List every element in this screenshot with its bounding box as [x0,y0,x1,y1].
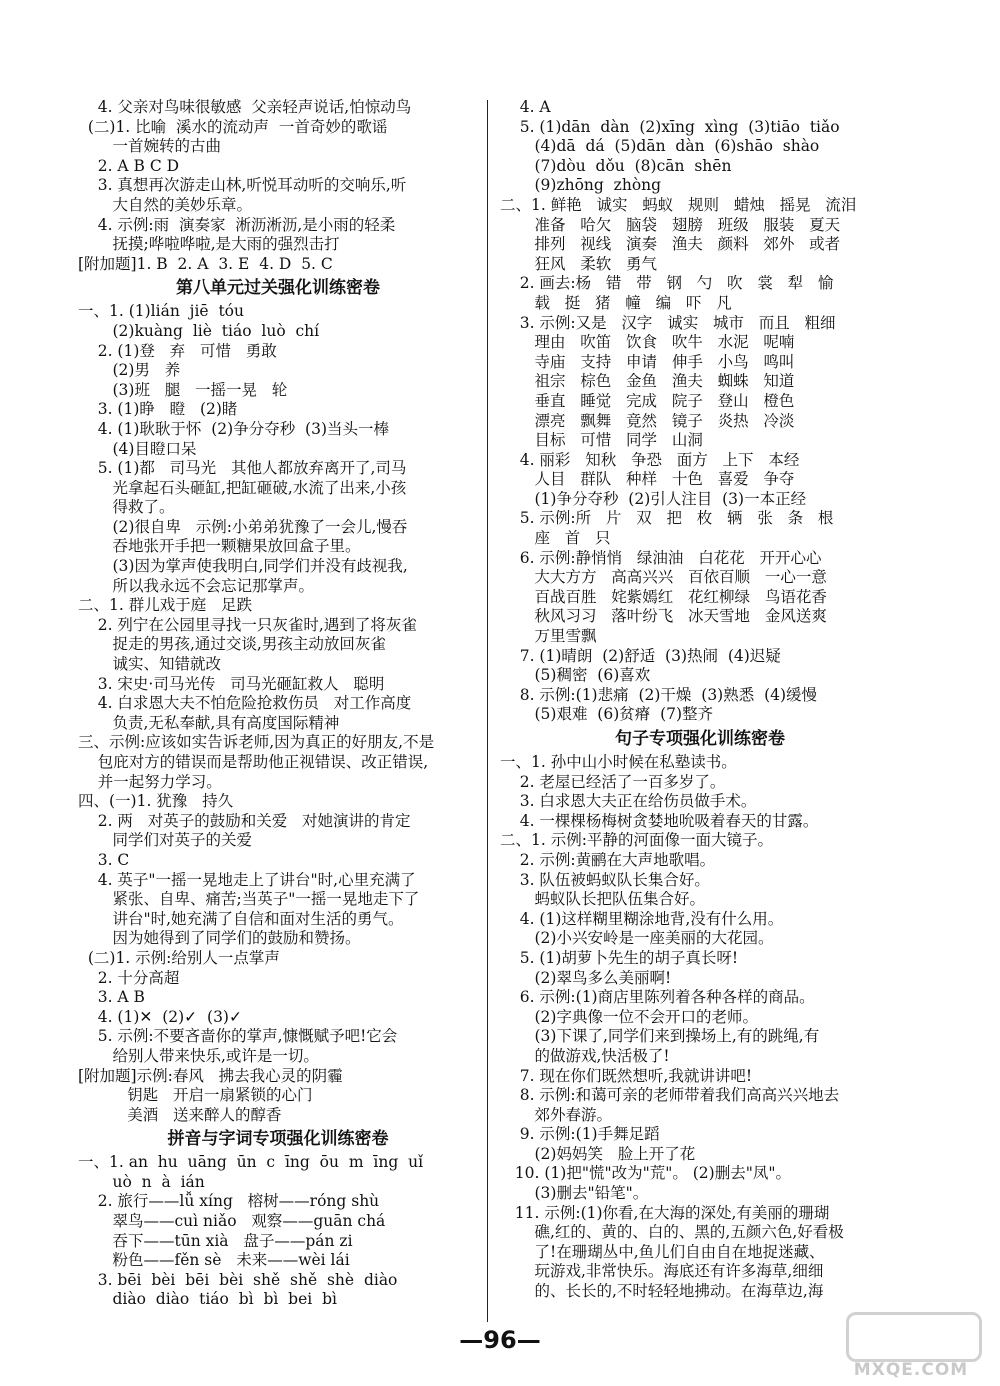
answer-line: (1)争分夺秒 (2)引人注目 (3)一本正经 [500,489,807,508]
answer-line: (2)字典像一位不会开口的老师。 [500,1007,758,1026]
answer-line: 二、1. 鲜艳 诚实 蚂蚁 规则 蜡烛 摇晃 流泪 [500,195,857,214]
answer-line: 6. 示例:静悄悄 绿油油 白花花 开开心心 [500,548,822,567]
answer-line: 3. 示例:又是 汉字 诚实 城市 而且 粗细 [500,313,836,332]
answer-line: 大大方方 高高兴兴 百依百顺 一心一意 [500,568,827,587]
answer-line: 理由 吹笛 饮食 吹牛 水泥 呢喃 [500,333,795,352]
answer-line: 给别人带来快乐,或许是一切。 [78,1046,319,1065]
answer-line: 礁,红的、黄的、白的、黑的,五颜六色,好看极 [500,1223,844,1242]
section-heading: 拼音与字词专项强化训练密卷 [167,1129,389,1150]
answer-line: 翠鸟——cuì niǎo 观察——guān chá [78,1212,386,1231]
answer-line: (3)删去"铅笔"。 [500,1184,649,1203]
answer-line: 百战百胜 姹紫嫣红 花红柳绿 鸟语花香 [500,587,827,606]
answer-line: 紧张、自卑、痛苦;当英子"一摇一晃地走下了 [78,890,420,909]
answer-line: 狂风 柔软 勇气 [500,254,658,273]
answer-line: 2. 两 对英子的鼓励和关爱 对她演讲的肯定 [78,811,411,830]
answer-line: 3. 队伍被蚂蚁队长集合好。 [500,870,710,889]
answer-line: 美酒 送来醉人的醇香 [78,1105,282,1124]
answer-line: 祖宗 棕色 金鱼 渔夫 蜘蛛 知道 [500,372,795,391]
answer-line: 5. (1)都 司马光 其他人都放弃离开了,司马 [78,459,407,478]
answer-line: 4. 白求恩大夫不怕危险抢救伤员 对工作高度 [78,694,412,713]
answer-line: (5)艰难 (6)贫瘠 (7)整齐 [500,705,714,724]
answer-line: 寺庙 支持 申请 伸手 小鸟 鸣叫 [500,352,795,371]
answer-line: (2)男 养 [78,361,181,380]
answer-line: 的、长长的,不时轻轻地拂动。在海草边,海 [500,1282,824,1301]
answer-line: 同学们对英子的关爱 [78,831,252,850]
answer-line: 4. 示例:雨 演奏家 淅沥淅沥,是小雨的轻柔 [78,215,396,234]
answer-line: 5. 示例:所 片 双 把 枚 辆 张 条 根 [500,509,834,528]
answer-line: 4. 父亲对鸟味很敏感 父亲轻声说话,怕惊动鸟 [78,98,412,116]
answer-line: 3. (1)睁 瞪 (2)睹 [78,400,238,419]
answer-line: 秋风习习 落叶纷飞 冰天雪地 金风送爽 [500,607,827,626]
section-heading: 第八单元过关强化训练密卷 [176,278,380,299]
answer-line: 抚摸;哗啦哗啦,是大雨的强烈击打 [78,235,340,254]
answer-line: 一、1. an hu uāng ūn c īng ōu m īng uǐ [78,1153,424,1172]
answer-line: 3. 宋史·司马光传 司马光砸缸救人 聪明 [78,674,385,693]
answer-line: 7. 现在你们既然想听,我就讲讲吧! [500,1066,753,1085]
answer-line: 5. 示例:不要吝啬你的掌声,慷慨赋予吧!它会 [78,1027,398,1046]
answer-line: (5)稠密 (6)喜欢 [500,666,651,685]
answer-line: 3. A B [78,988,145,1007]
answer-line: 玩游戏,非常快乐。海底还有许多海草,细细 [500,1262,824,1281]
answer-line: 漂亮 飘舞 竟然 镜子 炎热 冷淡 [500,411,795,430]
answer-line: 4. A [500,98,551,116]
answer-line: 11. 示例:(1)你看,在大海的深处,有美丽的珊瑚 [500,1203,830,1222]
answer-line: (2)翠鸟多么美丽啊! [500,968,672,987]
answer-line: (9)zhōng zhòng [500,176,662,195]
answer-line: [附加题]示例:春风 拂去我心灵的阴霾 [78,1066,343,1085]
answer-line: 大自然的美妙乐章。 [78,195,252,214]
answer-line: 8. 示例:和蔼可亲的老师带着我们高高兴兴地去 [500,1086,840,1105]
page-number: —96— [459,1326,541,1354]
answer-line: 2. A B C D [78,156,180,175]
answer-line: 捉走的男孩,通过交谈,男孩主动放回灰雀 [78,635,386,654]
answer-line: 排列 视线 演奏 渔夫 颜料 郊外 或者 [500,235,841,254]
answer-line: 四、(一)1. 犹豫 持久 [78,792,234,811]
answer-line: 三、示例:应该如实告诉老师,因为真正的好朋友,不是 [78,733,435,752]
answer-line: (4)dā dá (5)dān dàn (6)shāo shào [500,137,820,156]
left-column [78,98,478,1310]
answer-line: 包庇对方的错误而是帮助他正视错误、改正错误, [78,753,429,771]
answer-line: 2. 列宁在公园里寻找一只灰雀时,遇到了将灰雀 [78,615,417,634]
answer-line: 2. (1)登 弃 可惜 勇敢 [78,341,277,360]
answer-line: 粉色——fěn sè 未来——wèi lái [78,1251,350,1270]
answer-line: 所以我永远不会忘记那掌声。 [78,576,314,595]
answer-line: 光拿起石头砸缸,把缸砸破,水流了出来,小孩 [78,478,407,497]
answer-line: 吞下——tūn xià 盘子——pán zi [78,1231,353,1250]
answer-line: 郊外春游。 [500,1105,612,1124]
answer-line: 了!在珊瑚丛中,鱼儿们自由自在地捉迷藏、 [500,1242,825,1261]
answer-line: 2. 示例:黄鹂在大声地歌唱。 [500,850,716,869]
answer-line: (7)dòu dǒu (8)cān shēn [500,156,732,175]
answer-line: (二)1. 示例:给别人一点掌声 [78,948,280,967]
answer-line: (3)下课了,同学们来到操场上,有的跳绳,有 [500,1027,820,1046]
answer-line: 人目 群队 种样 十色 喜爱 争夺 [500,470,795,489]
answer-line: 4. (1)✕ (2)✓ (3)✓ [78,1007,242,1026]
answer-line: 负责,无私奉献,具有高度国际精神 [78,713,340,732]
answer-line: 一、1. 孙中山小时候在私塾读书。 [500,753,737,771]
answer-line: 钥匙 开启一扇紧锁的心门 [78,1086,313,1105]
answer-line: 目标 可惜 同学 山洞 [500,431,703,450]
answer-line: 4. 英子"一摇一晃地走上了讲台"时,心里充满了 [78,870,416,889]
answer-line: 10. (1)把"慌"改为"荒"。 (2)删去"凤"。 [500,1164,791,1183]
answer-line: 2. 旅行——lǚ xíng 榕树——róng shù [78,1192,380,1211]
answer-line: 2. 画去:杨 错 带 钢 勺 吹 裳 犁 愉 [500,274,834,293]
answer-line: (2)妈妈笑 脸上开了花 [500,1144,696,1163]
answer-line: 5. (1)dān dàn (2)xīng xìng (3)tiāo tiǎo [500,117,840,136]
answer-line: 垂直 睡觉 完成 院子 登山 橙色 [500,391,795,410]
answer-line: 讲台"时,她充满了自信和面对生活的勇气。 [78,909,404,928]
answer-line: (3)班 腿 一摇一晃 轮 [78,380,288,399]
answer-line: 6. 示例:(1)商店里陈列着各种各样的商品。 [500,988,815,1007]
answer-line: (2)kuàng liè tiáo luò chí [78,321,320,340]
answer-line: 4. 丽彩 知秋 争恐 面方 上下 本经 [500,450,800,469]
answer-line: (二)1. 比喻 溪水的流动声 一首奇妙的歌谣 [78,117,388,136]
answer-line: 的做游戏,快活极了! [500,1046,670,1065]
answer-line: 二、1. 群儿戏于庭 足跌 [78,596,252,615]
answer-line: 吞地张开手把一颗糖果放回盒子里。 [78,537,361,556]
answer-line: 载 挺 猪 幢 编 吓 凡 [500,293,732,312]
watermark-badge-icon [846,1312,982,1362]
watermark-logo [836,1310,986,1380]
answer-line: 座 首 只 [500,529,611,548]
answer-line: 7. (1)晴朗 (2)舒适 (3)热闹 (4)迟疑 [500,646,781,665]
answer-line: (4)目瞪口呆 [78,439,197,458]
section-heading: 句子专项强化训练密卷 [615,729,785,749]
answer-line: [附加题]1. B 2. A 3. E 4. D 5. C [78,254,333,273]
answer-line: 诚实、知错就改 [78,655,221,674]
answer-line: 8. 示例:(1)悲痛 (2)干燥 (3)熟悉 (4)缓慢 [500,685,818,704]
answer-line: 3. 白求恩大夫正在给伤员做手术。 [500,792,757,811]
answer-line: 万里雪飘 [500,627,597,646]
answer-line: 4. 一棵棵杨梅树贪婪地吮吸着春天的甘露。 [500,811,819,830]
answer-line: 4. (1)这样糊里糊涂地背,没有什么用。 [500,909,784,928]
answer-line: uò n à ián [78,1172,205,1191]
right-column [500,98,900,1302]
answer-line: (2)很自卑 示例:小弟弟犹豫了一会儿,慢吞 [78,517,408,536]
answer-line: diào diào tiáo bì bì bei bì [78,1290,337,1309]
answer-line: (2)小兴安岭是一座美丽的大花园。 [500,929,774,948]
answer-line: 并一起努力学习。 [78,772,222,791]
answer-line: 3. bēi bèi bēi bèi shě shě shè diào [78,1270,398,1289]
answer-line: 蚂蚁队长把队伍集合好。 [500,890,705,909]
answer-line: 一首婉转的古曲 [78,137,221,156]
answer-line: 二、1. 示例:平静的河面像一面大镜子。 [500,831,773,850]
answer-line: 9. 示例:(1)手舞足蹈 [500,1125,660,1144]
answer-line: 一、1. (1)lián jiē tóu [78,302,244,321]
answer-line: (3)因为掌声使我明白,同学们并没有歧视我, [78,557,408,576]
answer-line: 4. (1)耿耿于怀 (2)争分夺秒 (3)当头一棒 [78,419,389,438]
answer-line: 得救了。 [78,498,175,517]
answer-line: 2. 十分高超 [78,968,180,987]
answer-line: 2. 老屋已经活了一百多岁了。 [500,772,726,791]
answer-line: 准备 哈欠 脑袋 翅膀 班级 服装 夏天 [500,215,841,234]
answer-line: 3. C [78,850,130,869]
column-divider [487,100,488,1322]
answer-line: 3. 真想再次游走山林,听悦耳动听的交响乐,听 [78,176,407,195]
answer-line: 5. (1)胡萝卜先生的胡子真长呀! [500,948,739,967]
answer-line: 因为她得到了同学们的鼓励和赞扬。 [78,929,361,948]
watermark-text: MXQE.COM [853,1360,969,1380]
